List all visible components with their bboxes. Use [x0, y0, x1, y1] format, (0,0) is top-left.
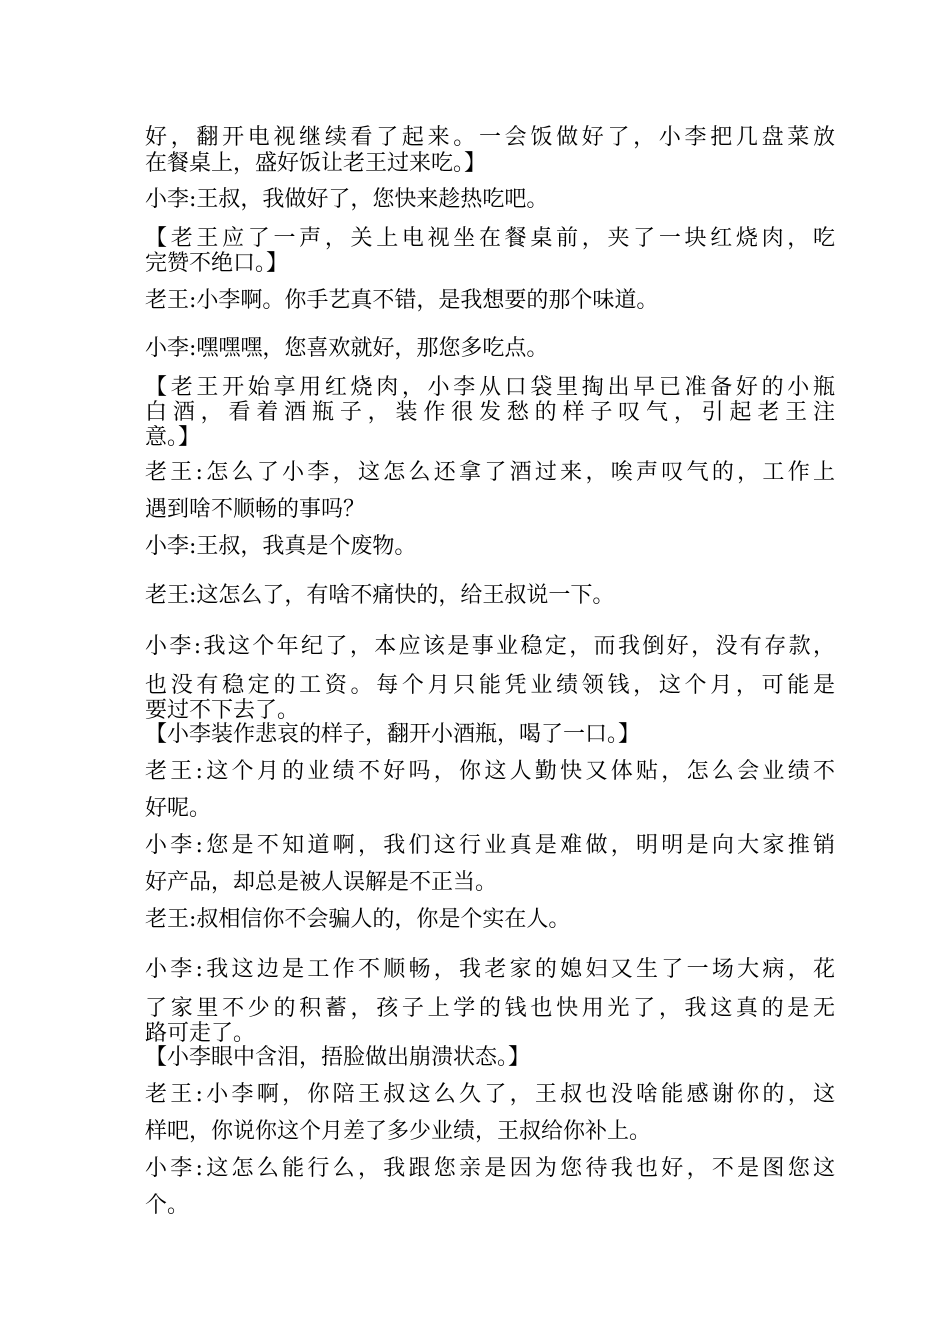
text-line: 小李:我这边是工作不顺畅，我老家的媳妇又生了一场大病，花	[145, 957, 835, 982]
text-line: 小李:您是不知道啊，我们这行业真是难做，明明是向大家推销	[145, 833, 835, 858]
text-line: 也没有稳定的工资。每个月只能凭业绩领钱，这个月，可能是	[145, 673, 835, 698]
text-line: 老王:叔相信你不会骗人的，你是个实在人。	[145, 907, 571, 932]
text-line: 小李:王叔，我真是个废物。	[145, 534, 417, 559]
text-line: 【小李装作悲哀的样子，翻开小酒瓶，喝了一口。】	[145, 722, 641, 747]
text-line: 小李:我这个年纪了，本应该是事业稳定，而我倒好，没有存款，	[145, 634, 835, 659]
text-line: 老王:这怎么了，有啥不痛快的，给王叔说一下。	[145, 583, 615, 608]
text-line: 老王:这个月的业绩不好吗，你这人勤快又体贴，怎么会业绩不	[145, 759, 835, 784]
text-line: 【小李眼中含泪，捂脸做出崩溃状态。】	[145, 1045, 531, 1070]
text-line: 样吧，你说你这个月差了多少业绩，王叔给你补上。	[145, 1119, 652, 1144]
text-line: 小李:这怎么能行么，我跟您亲是因为您待我也好，不是图您这	[145, 1156, 835, 1181]
text-line: 老王:小李啊。你手艺真不错，是我想要的那个味道。	[145, 288, 659, 313]
text-line: 老王:怎么了小李，这怎么还拿了酒过来，唉声叹气的，工作上	[145, 460, 835, 485]
text-line: 【老王应了一声，关上电视坐在餐桌前，夹了一块红烧肉，吃	[145, 226, 835, 251]
text-line: 路可走了。	[145, 1021, 256, 1046]
text-line: 白酒，看着酒瓶子，装作很发愁的样子叹气，引起老王注	[145, 400, 835, 425]
text-line: 在餐桌上，盛好饭让老王过来吃。】	[145, 151, 487, 176]
text-line: 完赞不绝口。】	[145, 251, 289, 276]
text-line: 老王:小李啊，你陪王叔这么久了，王叔也没啥能感谢你的，这	[145, 1082, 835, 1107]
text-line: 好呢。	[145, 796, 212, 821]
text-line: 要过不下去了。	[145, 698, 300, 723]
text-line: 意。】	[145, 425, 201, 450]
text-line: 好，翻开电视继续看了起来。一会饭做好了，小李把几盘菜放	[145, 125, 835, 150]
text-line: 好产品，却总是被人误解是不正当。	[145, 870, 498, 895]
text-line: 小李:王叔，我做好了，您快来趁热吃吧。	[145, 187, 549, 212]
text-line: 遇到啥不顺畅的事吗？	[145, 497, 366, 522]
text-line: 个。	[145, 1193, 190, 1218]
text-line: 【老王开始享用红烧肉，小李从口袋里掏出早已准备好的小瓶	[145, 375, 835, 400]
text-line: 小李:嘿嘿嘿，您喜欢就好，那您多吃点。	[145, 336, 549, 361]
text-line: 了家里不少的积蓄，孩子上学的钱也快用光了，我这真的是无	[145, 996, 835, 1021]
